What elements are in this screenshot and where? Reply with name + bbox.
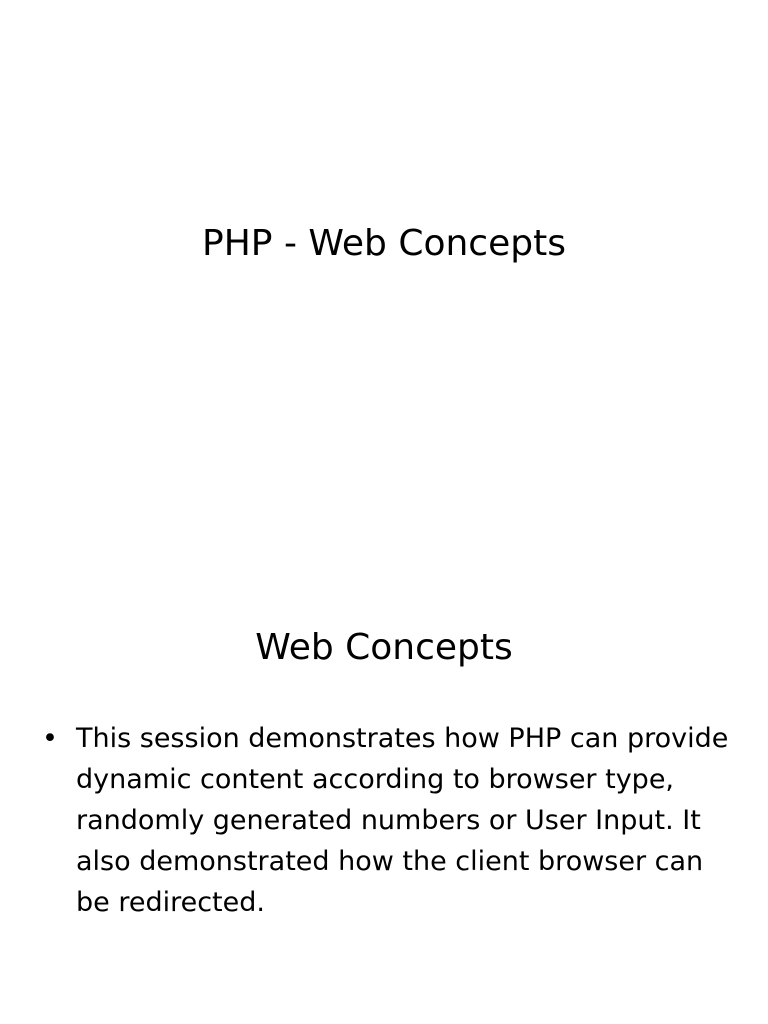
bullet-icon: • bbox=[42, 723, 58, 754]
bullet-list bbox=[40, 718, 730, 923]
bullet-item bbox=[40, 718, 730, 923]
content-slide bbox=[0, 560, 768, 1024]
slide-title: PHP - Web Concepts bbox=[202, 223, 566, 264]
bullet-text: This session demonstrates how PHP can provide dynamic content according to browser type, randomly generated numbers or User Input. It also demonstrated how the client browser can be redirected. bbox=[76, 723, 729, 918]
slide-heading: Web Concepts bbox=[255, 627, 513, 668]
